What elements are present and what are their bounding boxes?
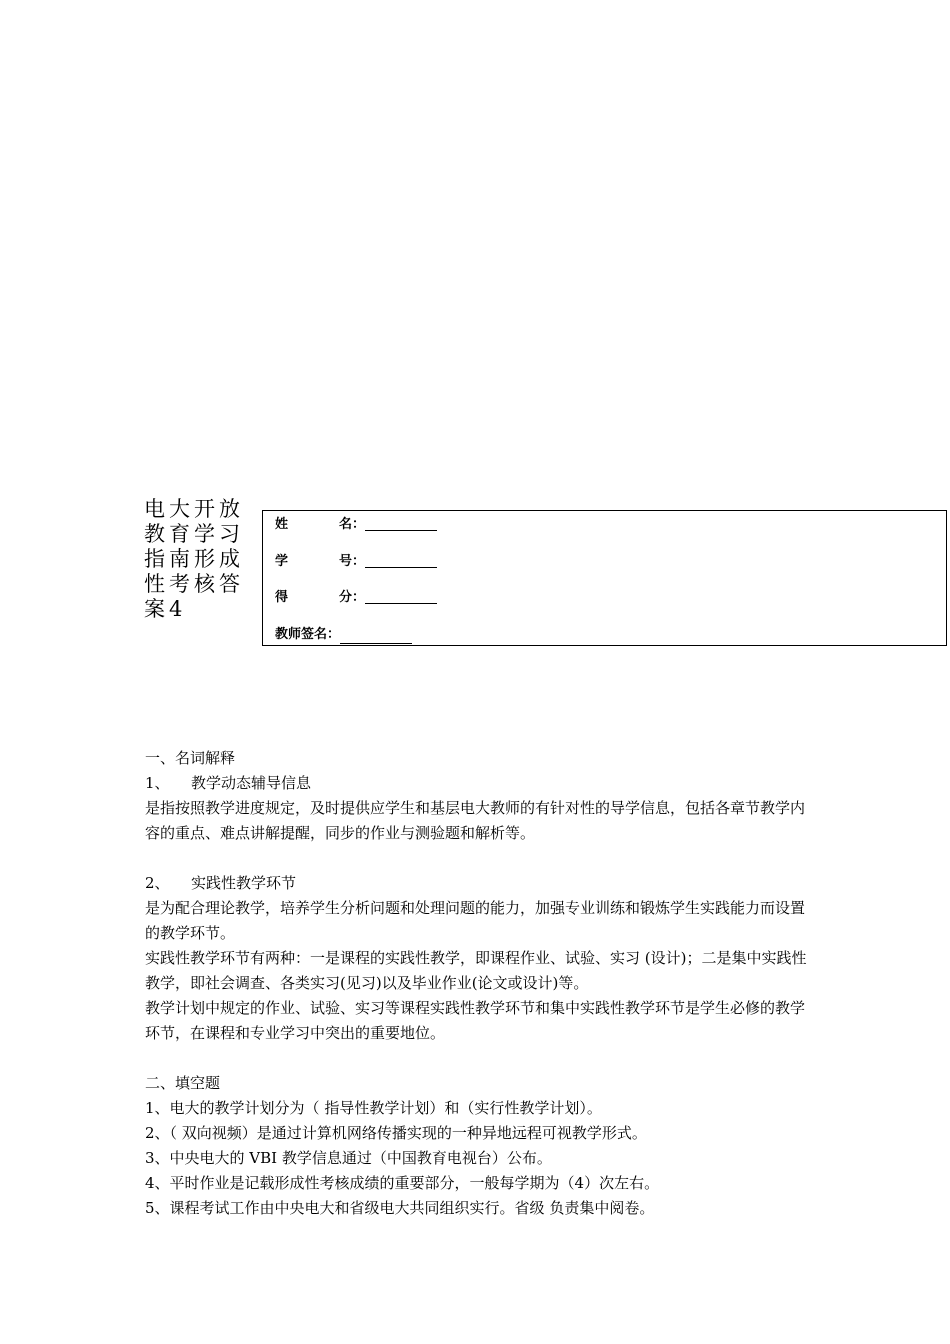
question-2: 2、（ 双向视频）是通过计算机网络传播实现的一种异地远程可视教学形式。: [145, 1124, 647, 1142]
score-label-1: 得: [275, 590, 289, 605]
term2-title: [145, 871, 810, 896]
document-body: [145, 746, 810, 1221]
question-3: 3、中央电大的 VBI 教学信息通过（中国教育电视台）公布。: [145, 1149, 552, 1167]
id-label-1: 学: [275, 554, 289, 569]
term2-definition-3: 教学计划中规定的作业、试验、实习等课程实践性教学环节和集中实践性教学环节是学生必修的教学环节，在课程和专业学习中突出的重要地位。: [145, 999, 806, 1042]
term1-title: [145, 771, 810, 796]
id-label-2: 号：: [339, 554, 366, 569]
term1-number: 1、: [145, 774, 170, 792]
term2-definition-2: 实践性教学环节有两种：一是课程的实践性教学，即课程作业、试验、实习 (设计)；二是集中实践性教学，即社会调查、各类实习(见习)以及毕业作业(论文或设计)等。: [145, 949, 807, 992]
id-blank[interactable]: [365, 553, 437, 568]
term2-number: 2、: [145, 874, 170, 892]
teacher-signature-blank[interactable]: [340, 629, 412, 644]
term1-definition: 是指按照教学进度规定，及时提供应学生和基层电大教师的有针对性的导学信息，包括各章节教学内容的重点、难点讲解提醒，同步的作业与测验题和解析等。: [145, 799, 806, 842]
section1-heading: 一、名词解释: [145, 749, 236, 767]
teacher-label: 教师签名：: [275, 627, 341, 642]
term2-term: 实践性教学环节: [191, 874, 297, 892]
section2-heading: 二、填空题: [145, 1074, 221, 1092]
teacher-signature-row: [275, 626, 412, 644]
name-blank[interactable]: [365, 516, 437, 531]
question-5: 5、课程考试工作由中央电大和省级电大共同组织实行。省级 负责集中阅卷。: [145, 1199, 655, 1217]
student-info-box: [262, 510, 947, 646]
document-title: 电大开放教育学习指南形成性考核答案4: [144, 497, 244, 621]
score-label-2: 分：: [339, 590, 366, 605]
term1-term: 教学动态辅导信息: [191, 774, 312, 792]
score-blank[interactable]: [365, 589, 437, 604]
name-label-1: 姓: [275, 517, 289, 532]
question-1: 1、电大的教学计划分为（ 指导性教学计划）和（实行性教学计划）。: [145, 1099, 602, 1117]
term2-definition-1: 是为配合理论教学，培养学生分析问题和处理问题的能力，加强专业训练和锻炼学生实践能力而设置的教学环节。: [145, 899, 806, 942]
question-4: 4、平时作业是记载形成性考核成绩的重要部分，一般每学期为（4）次左右。: [145, 1174, 660, 1192]
name-label-2: 名：: [339, 517, 366, 532]
